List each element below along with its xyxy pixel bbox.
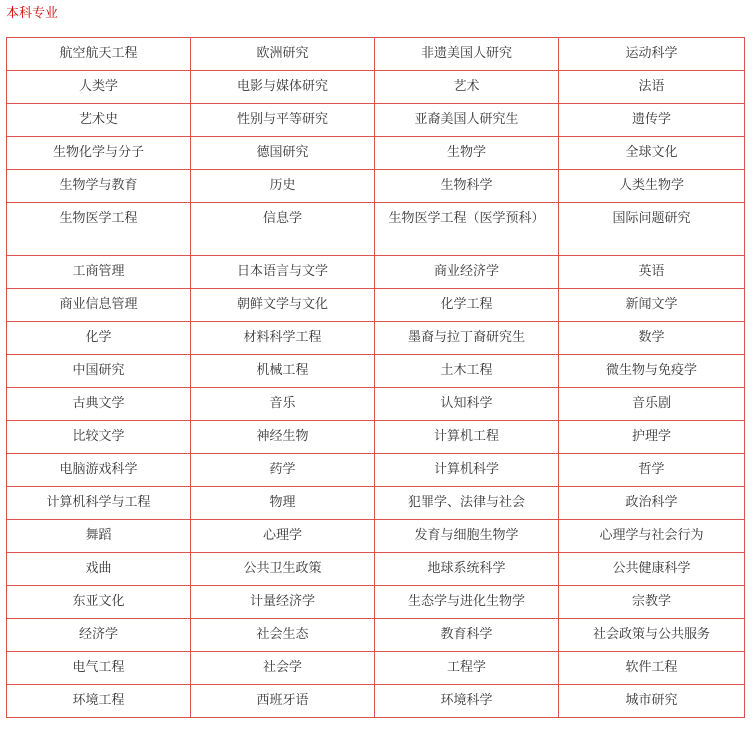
major-cell: 音乐剧 bbox=[559, 388, 745, 421]
major-cell: 航空航天工程 bbox=[7, 38, 191, 71]
major-cell: 德国研究 bbox=[191, 137, 375, 170]
major-cell: 人类生物学 bbox=[559, 170, 745, 203]
major-cell: 墨裔与拉丁裔研究生 bbox=[375, 322, 559, 355]
major-cell: 护理学 bbox=[559, 421, 745, 454]
major-cell: 环境工程 bbox=[7, 685, 191, 718]
major-cell: 土木工程 bbox=[375, 355, 559, 388]
major-cell: 公共健康科学 bbox=[559, 553, 745, 586]
major-cell: 化学工程 bbox=[375, 289, 559, 322]
major-cell: 宗教学 bbox=[559, 586, 745, 619]
major-cell: 艺术史 bbox=[7, 104, 191, 137]
major-cell: 日本语言与文学 bbox=[191, 256, 375, 289]
major-cell: 历史 bbox=[191, 170, 375, 203]
table-row bbox=[7, 71, 745, 104]
table-row bbox=[7, 388, 745, 421]
major-cell: 电气工程 bbox=[7, 652, 191, 685]
table-row bbox=[7, 421, 745, 454]
major-cell: 计算机科学与工程 bbox=[7, 487, 191, 520]
major-cell: 药学 bbox=[191, 454, 375, 487]
major-cell: 工商管理 bbox=[7, 256, 191, 289]
major-cell: 地球系统科学 bbox=[375, 553, 559, 586]
major-cell: 生物科学 bbox=[375, 170, 559, 203]
majors-table bbox=[6, 37, 745, 718]
major-cell: 比较文学 bbox=[7, 421, 191, 454]
table-row bbox=[7, 685, 745, 718]
major-cell: 发育与细胞生物学 bbox=[375, 520, 559, 553]
table-row bbox=[7, 104, 745, 137]
major-cell: 人类学 bbox=[7, 71, 191, 104]
major-cell: 社会政策与公共服务 bbox=[559, 619, 745, 652]
major-cell: 性别与平等研究 bbox=[191, 104, 375, 137]
table-row bbox=[7, 619, 745, 652]
major-cell: 环境科学 bbox=[375, 685, 559, 718]
major-cell: 亚裔美国人研究生 bbox=[375, 104, 559, 137]
major-cell: 心理学与社会行为 bbox=[559, 520, 745, 553]
major-cell: 商业经济学 bbox=[375, 256, 559, 289]
major-cell: 数学 bbox=[559, 322, 745, 355]
major-cell: 东亚文化 bbox=[7, 586, 191, 619]
major-cell: 英语 bbox=[559, 256, 745, 289]
major-cell: 国际问题研究 bbox=[559, 203, 745, 256]
major-cell: 神经生物 bbox=[191, 421, 375, 454]
major-cell: 商业信息管理 bbox=[7, 289, 191, 322]
major-cell: 生物医学工程 bbox=[7, 203, 191, 256]
major-cell: 政治科学 bbox=[559, 487, 745, 520]
major-cell: 计算机工程 bbox=[375, 421, 559, 454]
table-row bbox=[7, 355, 745, 388]
major-cell: 生物医学工程（医学预科） bbox=[375, 203, 559, 256]
major-cell: 城市研究 bbox=[559, 685, 745, 718]
table-row bbox=[7, 322, 745, 355]
major-cell: 艺术 bbox=[375, 71, 559, 104]
table-row bbox=[7, 454, 745, 487]
major-cell: 生物化学与分子 bbox=[7, 137, 191, 170]
major-cell: 电影与媒体研究 bbox=[191, 71, 375, 104]
major-cell: 社会学 bbox=[191, 652, 375, 685]
major-cell: 朝鲜文学与文化 bbox=[191, 289, 375, 322]
majors-table-body bbox=[7, 38, 745, 718]
major-cell: 欧洲研究 bbox=[191, 38, 375, 71]
major-cell: 戏曲 bbox=[7, 553, 191, 586]
table-row bbox=[7, 520, 745, 553]
table-row bbox=[7, 289, 745, 322]
major-cell: 微生物与免疫学 bbox=[559, 355, 745, 388]
major-cell: 公共卫生政策 bbox=[191, 553, 375, 586]
major-cell: 生态学与进化生物学 bbox=[375, 586, 559, 619]
table-row bbox=[7, 170, 745, 203]
major-cell: 计算机科学 bbox=[375, 454, 559, 487]
major-cell: 软件工程 bbox=[559, 652, 745, 685]
major-cell: 舞蹈 bbox=[7, 520, 191, 553]
major-cell: 经济学 bbox=[7, 619, 191, 652]
major-cell: 音乐 bbox=[191, 388, 375, 421]
major-cell: 生物学与教育 bbox=[7, 170, 191, 203]
major-cell: 信息学 bbox=[191, 203, 375, 256]
major-cell: 遗传学 bbox=[559, 104, 745, 137]
table-row bbox=[7, 652, 745, 685]
major-cell: 材料科学工程 bbox=[191, 322, 375, 355]
major-cell: 工程学 bbox=[375, 652, 559, 685]
major-cell: 全球文化 bbox=[559, 137, 745, 170]
table-row bbox=[7, 553, 745, 586]
major-cell: 认知科学 bbox=[375, 388, 559, 421]
major-cell: 机械工程 bbox=[191, 355, 375, 388]
major-cell: 计量经济学 bbox=[191, 586, 375, 619]
major-cell: 古典文学 bbox=[7, 388, 191, 421]
major-cell: 法语 bbox=[559, 71, 745, 104]
table-row bbox=[7, 137, 745, 170]
major-cell: 新闻文学 bbox=[559, 289, 745, 322]
major-cell: 化学 bbox=[7, 322, 191, 355]
table-row bbox=[7, 586, 745, 619]
major-cell: 非遗美国人研究 bbox=[375, 38, 559, 71]
table-row bbox=[7, 487, 745, 520]
major-cell: 犯罪学、法律与社会 bbox=[375, 487, 559, 520]
major-cell: 教育科学 bbox=[375, 619, 559, 652]
major-cell: 中国研究 bbox=[7, 355, 191, 388]
major-cell: 社会生态 bbox=[191, 619, 375, 652]
major-cell: 哲学 bbox=[559, 454, 745, 487]
table-row bbox=[7, 38, 745, 71]
major-cell: 运动科学 bbox=[559, 38, 745, 71]
table-row bbox=[7, 256, 745, 289]
major-cell: 心理学 bbox=[191, 520, 375, 553]
major-cell: 西班牙语 bbox=[191, 685, 375, 718]
major-cell: 物理 bbox=[191, 487, 375, 520]
major-cell: 电脑游戏科学 bbox=[7, 454, 191, 487]
page-heading: 本科专业 bbox=[6, 6, 59, 21]
table-row bbox=[7, 203, 745, 256]
major-cell: 生物学 bbox=[375, 137, 559, 170]
